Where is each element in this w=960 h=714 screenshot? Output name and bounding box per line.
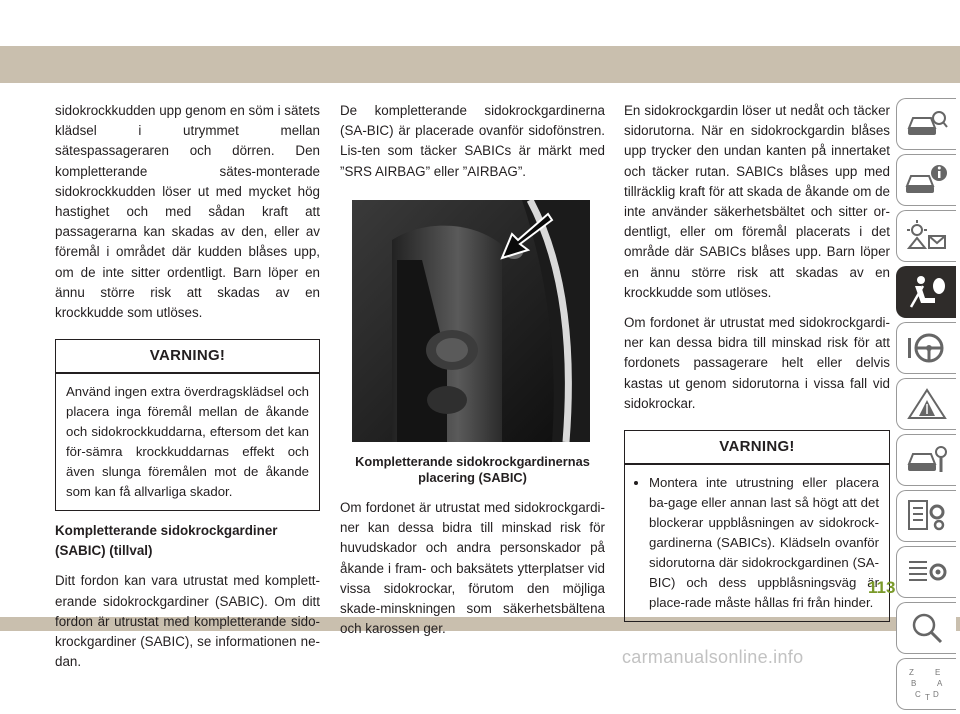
warning-list	[635, 473, 879, 613]
steering-wheel-icon	[905, 330, 949, 366]
tab-checklist-gears[interactable]	[896, 490, 956, 542]
search-magnifier-icon	[905, 610, 949, 646]
tab-search[interactable]	[896, 602, 956, 654]
chapter-tabs	[896, 98, 960, 714]
car-info-icon	[905, 162, 949, 198]
tab-gear-list[interactable]	[896, 546, 956, 598]
gear-list-icon	[905, 554, 949, 590]
dashboard-lights-icon	[905, 218, 949, 254]
watermark: carmanualsonline.info	[622, 647, 804, 667]
index-letter: B	[910, 679, 916, 688]
paragraph: sidokrockkudden upp genom en söm i sätets klädsel i utrymmet mellan sätespassageraren och dörren. Den kompletterande sätes-monterade sidokrockkudden löser ut med mycket hög hastighet och med sådan kraft att passagerarna kan skadas av den, eller av föremål i området där kudden blåses upp, om de inte sitter ordentligt. Barn löper en ännu större risk att skadas av en krockkudde som utlöses.	[55, 103, 320, 321]
warning-item: • Montera inte utrustning eller placera ba-gage eller annan last så högt att det blockerar uppblåsningen av sidokrock-gardinerna (SABICs). Klädseln ovanför sidorutorna där sidokrockgardinen (SA-BIC) och dess uppblåsningsväg är place-rade måste hållas fri från hinder.	[649, 473, 879, 613]
index-letter: A	[936, 679, 942, 688]
column-left	[55, 101, 320, 682]
warning-box	[55, 339, 320, 511]
header-bar	[0, 46, 960, 83]
column-right	[624, 101, 890, 632]
paragraph: En sidokrockgardin löser ut nedåt och täcker sidorutorna. När en sidokrockgardin blåses upp trycker den undan kanten på innertaket och täcker rutan. SABICs blåses upp med tillräcklig kraft för att skada de åkande om de inte använder säkerhetsbältet och sitter or-dentligt, eller om föremål placerats i det område där SABICs blåses upp. Barn löper en ännu större risk att skadas av en krockkudde som utlöses.	[624, 103, 890, 300]
tab-car-magnifier[interactable]	[896, 98, 956, 150]
seated-person-airbag-icon	[905, 274, 949, 310]
index-letter: Z	[908, 668, 914, 677]
warning-text: Använd ingen extra överdragsklädsel och placera inga föremål mellan de åkande och sidokrockkuddarna, eftersom det kan för-sämra krockkuddarnas effekt och även slunga föremålen mot de åkande som kan få allvarliga skador.	[66, 384, 309, 500]
warning-triangle-road-icon	[905, 386, 949, 422]
warning-title: VARNING!	[56, 340, 319, 374]
warning-box	[624, 430, 890, 622]
alphabet-index-icon	[905, 666, 949, 702]
sabic-location-photo	[352, 200, 590, 442]
tab-dashboard-lights[interactable]	[896, 210, 956, 262]
index-letter: D	[932, 690, 939, 699]
paragraph: Om fordonet är utrustat med sidokrockgardi-ner kan dessa bidra till minskad risk för huvudskador och andra personskador på åkande i fram- och baksätets ytterplatser vid vissa sidokrockar, förutom den möjliga skade-minskningen som säkerhetsbältena och karossen ger.	[340, 500, 605, 637]
warning-body	[625, 465, 889, 621]
index-letter: T	[924, 693, 930, 702]
page-number: 113	[868, 578, 896, 597]
figure-caption: Kompletterande sidokrockgardinernas placering (SABIC)	[355, 454, 590, 486]
tab-seated-person-airbag[interactable]	[896, 266, 956, 318]
index-letter: C	[914, 690, 921, 699]
checklist-gears-icon	[905, 498, 949, 534]
car-wrench-icon	[905, 442, 949, 478]
paragraph: De kompletterande sidokrockgardinerna (SA-BIC) är placerade ovanför sidofönstren. Lis-ten som täcker SABICs är märkt med ”SRS AIRBAG” eller ”AIRBAG”.	[340, 103, 605, 179]
index-letter: E	[934, 668, 940, 677]
warning-title: VARNING!	[625, 431, 889, 465]
tab-steering-wheel[interactable]	[896, 322, 956, 374]
paragraph: Om fordonet är utrustat med sidokrockgardi-ner kan dessa bidra till minskad risk för att fordonets passagerare helt eller delvis kastas ut genom sidorutorna i vissa fall vid sidokrockar.	[624, 315, 890, 411]
car-magnifier-icon	[905, 106, 949, 142]
tab-car-info[interactable]	[896, 154, 956, 206]
column-middle	[340, 101, 605, 649]
paragraph: Ditt fordon kan vara utrustat med komplett-erande sidokrockgardiner (SABIC). Om ditt fordon är utrustat med kompletterande sido-krockgardiner (SABIC), se informationen ne-dan.	[55, 573, 320, 670]
section-heading: Kompletterande sidokrockgardiner (SABIC) (tillval)	[55, 523, 278, 559]
tab-warning-triangle-road[interactable]	[896, 378, 956, 430]
tab-car-wrench[interactable]	[896, 434, 956, 486]
tab-alphabet-index[interactable]	[896, 658, 956, 710]
header-band	[0, 0, 960, 54]
